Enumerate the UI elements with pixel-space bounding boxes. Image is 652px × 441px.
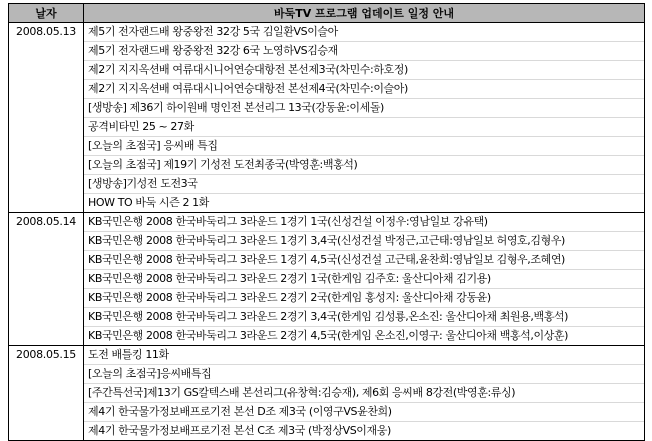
day-date: 2008.05.13 (9, 23, 84, 213)
program-item: KB국민은행 2008 한국바둑리그 3라운드 2경기 1국(한게임 김주호: 울산디아채 김기용) (84, 270, 644, 289)
program-item: [주간특선국]제13기 GS칼텍스배 본선리그(유창혁:김승재), 제6회 응씨배 8강전(박영훈:류싱) (84, 384, 644, 403)
program-item: [오늘의 초점국]응씨배특집 (84, 365, 644, 384)
program-item: KB국민은행 2008 한국바둑리그 3라운드 1경기 4,5국(신성건설 고근태,윤찬희:영남일보 김형우,조혜연) (84, 251, 644, 270)
program-item: 제5기 전자랜드배 왕중왕전 32강 6국 노영하VS김승재 (84, 42, 644, 61)
program-item: [오늘의 초점국] 응씨배 특집 (84, 137, 644, 156)
program-item: 도전 배틀킹 11화 (84, 346, 644, 365)
date-column-header: 날자 (9, 4, 84, 23)
program-item: 공격비타민 25 ~ 27화 (84, 118, 644, 137)
program-list (84, 346, 645, 441)
header-row (9, 4, 645, 23)
program-item: 제5기 전자랜드배 왕중왕전 32강 5국 김일환VS이슬아 (84, 23, 644, 42)
program-item: [오늘의 초점국] 제19기 기성전 도전최종국(박영훈:백홍석) (84, 156, 644, 175)
program-list (84, 23, 645, 213)
program-item: 제4기 한국물가정보배프로기전 본선 D조 제3국 (이영구VS윤찬희) (84, 403, 644, 422)
program-item: 제4기 한국물가정보배프로기전 본선 C조 제3국 (박정상VS이재웅) (88, 424, 391, 437)
program-item: 제2기 지지옥션배 여류대시니어연승대항전 본선제3국(차민수:하호정) (84, 61, 644, 80)
day-row (9, 213, 645, 346)
program-item: KB국민은행 2008 한국바둑리그 3라운드 2경기 4,5국(한게임 온소진,이영구: 울산디아채 백홍석,이상훈) (88, 329, 569, 342)
day-row (9, 23, 645, 213)
title-column-header: 바둑TV 프로그램 업데이트 일정 안내 (84, 4, 645, 23)
program-item: HOW TO 바둑 시즌 2 1화 (88, 196, 209, 209)
program-item: KB국민은행 2008 한국바둑리그 3라운드 1경기 3,4국(신성건설 박정근,고근태:영남일보 허영호,김형우) (84, 232, 644, 251)
day-row (9, 346, 645, 441)
program-item: KB국민은행 2008 한국바둑리그 3라운드 2경기 2국(한게임 홍성지: 울산디아채 강동윤) (84, 289, 644, 308)
schedule-table (8, 3, 645, 441)
program-list (84, 213, 645, 346)
day-date: 2008.05.15 (9, 346, 84, 441)
day-date: 2008.05.14 (9, 213, 84, 346)
program-item: [생방송]기성전 도전3국 (84, 175, 644, 194)
program-item: KB국민은행 2008 한국바둑리그 3라운드 2경기 3,4국(한게임 김성룡,온소진: 울산디아채 최원용,백홍석) (84, 308, 644, 327)
program-item: KB국민은행 2008 한국바둑리그 3라운드 1경기 1국(신성건설 이정우:영남일보 강유택) (84, 213, 644, 232)
program-item: [생방송] 제36기 하이원배 명인전 본선리그 13국(강동윤:이세돌) (84, 99, 644, 118)
program-item: 제2기 지지옥션배 여류대시니어연승대항전 본선제4국(차민수:이슬아) (84, 80, 644, 99)
